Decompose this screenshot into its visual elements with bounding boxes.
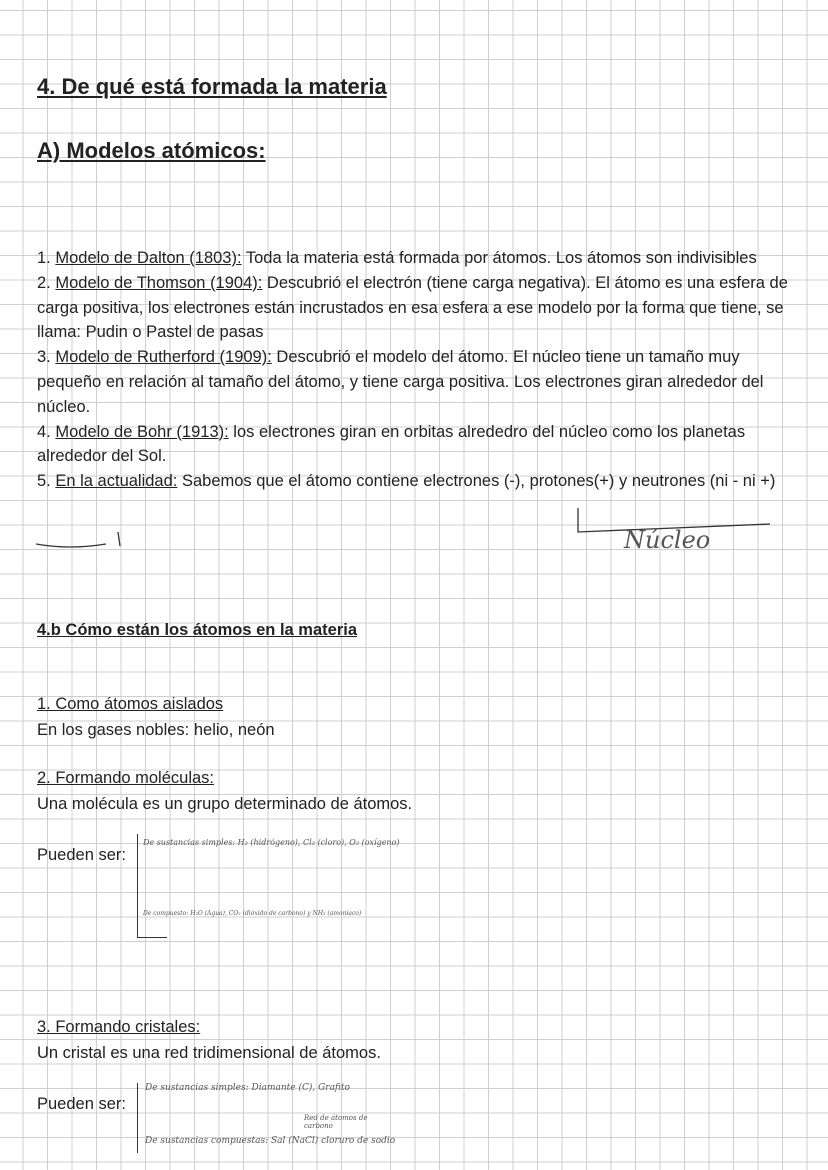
sub2-note-simples: De sustancias simples: H₂ (hidrógeno), Cl₂ (cloro), O₂ (oxígeno)	[143, 838, 400, 847]
sub2-bracket-foot	[137, 937, 167, 938]
sub2-bracket	[137, 834, 138, 938]
model-rutherford	[37, 345, 797, 419]
sub3-note-red: Red de átomos de carbono	[304, 1114, 368, 1130]
models-list	[37, 246, 797, 494]
sub3-text: Un cristal es una red tridimensional de átomos.	[37, 1044, 381, 1062]
sub2-title: 2. Formando moléculas:	[37, 769, 214, 787]
model-actualidad	[37, 469, 797, 494]
model-text: Toda la materia está formada por átomos. Los átomos son indivisibles	[241, 249, 757, 267]
model-bohr	[37, 420, 797, 470]
sub3-title: 3. Formando cristales:	[37, 1018, 201, 1036]
model-number: 1.	[37, 249, 56, 267]
model-number: 2.	[37, 273, 56, 292]
sub2-pueden: Pueden ser:	[37, 846, 126, 864]
sub1-text: En los gases nobles: helio, neón	[37, 721, 275, 739]
sub3-note-simples: De sustancias simples: Diamante (C), Grafito	[145, 1083, 350, 1093]
sub3-note-compuestas: De sustancias compuestas: Sal (NaCl) cloruro de sodio	[145, 1136, 396, 1146]
model-thomson	[37, 271, 797, 345]
model-text: Sabemos que el átomo contiene electrones (-), protones(+) y neutrones (ni - ni +)	[177, 472, 776, 491]
model-number: 4.	[37, 422, 56, 441]
model-text: Descubrió el electrón (tiene carga negativa). El átomo es una esfera de carga positiva, los electrones están incrustados en esa esfera a ese modelo por la forma que tiene, se llama: Pudin o Pastel de pasas	[37, 273, 788, 342]
model-heading: En la actualidad:	[55, 472, 178, 491]
model-heading: Modelo de Bohr (1913):	[55, 422, 229, 441]
sub1-title: 1. Como átomos aislados	[37, 695, 224, 713]
section-b-title: 4.b Cómo están los átomos en la materia	[37, 621, 358, 639]
section-a-title: A) Modelos atómicos:	[37, 138, 266, 163]
underline-scribble	[30, 520, 140, 554]
nucleo-handwritten-note: Núcleo	[624, 526, 711, 554]
sub3-bracket	[137, 1083, 138, 1153]
model-number: 5.	[37, 472, 56, 491]
model-text: los electrones giran en orbitas alrededro del núcleo como los planetas alrededor del Sol.	[37, 422, 746, 466]
model-heading: Modelo de Thomson (1904):	[55, 273, 263, 292]
model-dalton	[37, 246, 797, 271]
model-heading: Modelo de Rutherford (1909):	[55, 348, 272, 367]
model-text: Descubrió el modelo del átomo. El núcleo tiene un tamaño muy pequeño en relación al tamaño del átomo, y tiene carga positiva. Los electrones giran alrededor del núcleo.	[37, 348, 764, 416]
model-number: 3.	[37, 348, 56, 367]
page-title: 4. De qué está formada la materia	[37, 74, 387, 99]
sub3-pueden: Pueden ser:	[37, 1095, 126, 1113]
model-heading: Modelo de Dalton (1803):	[55, 249, 242, 267]
sub2-note-compuesto: De compuesto: H₂O (Agua), CO₂ (dióxido de carbono) y NH₃ (amoniaco)	[143, 910, 362, 917]
sub2-text: Una molécula es un grupo determinado de átomos.	[37, 795, 413, 813]
